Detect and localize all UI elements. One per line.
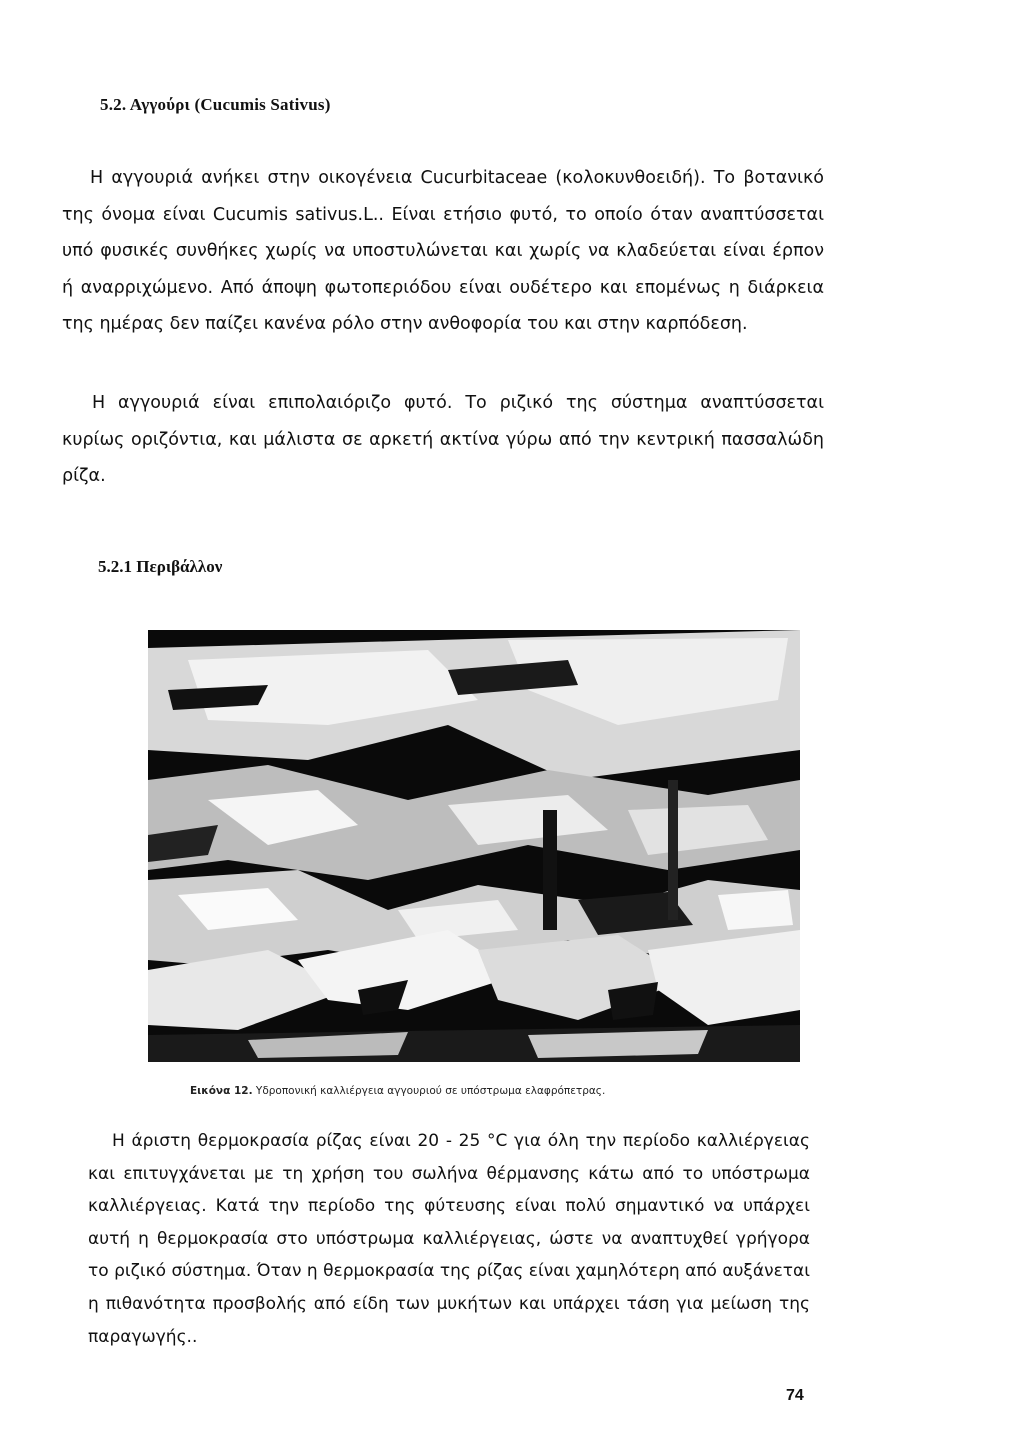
figure-caption-text: Υδροπονική καλλιέργεια αγγουριού σε υπόστρωμα ελαφρόπετρας.	[255, 1085, 606, 1097]
section-title: 5.2. Αγγούρι (Cucumis Sativus)	[100, 95, 331, 114]
figure-caption	[190, 1085, 605, 1097]
paragraph-root-temperature: Η άριστη θερμοκρασία ρίζας είναι 20 - 25 °C για όλη την περίοδο καλλιέργειας και επιτυγχάνεται με τη χρήση του σωλήνα θέρμανσης κάτω από το υπόστρωμα καλλιέργειας. Κατά την περίοδο της φύτευσης είναι πολύ σημαντικό να υπάρχει αυτή η θερμοκρασία στο υπόστρωμα καλλιέργειας, ώστε να αναπτυχθεί γρήγορα το ριζικό σύστημα. Όταν η θερμοκρασία της ρίζας είναι χαμηλότερη από αυξάνεται η πιθανότητα προσβολής από είδη των μυκήτων και υπάρχει τάση για μείωση της παραγωγής..	[88, 1131, 810, 1347]
figure-photo	[148, 630, 800, 1062]
figure-label: Εικόνα 12.	[190, 1085, 253, 1097]
paragraph-root-system: Η αγγουριά είναι επιπολαιόριζο φυτό. Το ριζικό της σύστημα αναπτύσσεται κυρίως οριζόντια, και μάλιστα σε αρκετή ακτίνα γύρω από την κεντρική πασσαλώδη ρίζα.	[62, 393, 824, 486]
paragraph-cucumber-description: Η αγγουριά ανήκει στην οικογένεια Cucurbitaceae (κολοκυνθοειδή). Το βοτανικό της όνομα είναι Cucumis sativus.L.. Είναι ετήσιο φυτό, το οποίο όταν αναπτύσσεται υπό φυσικές συνθήκες χωρίς να υποστυλώνεται και χωρίς να κλαδεύεται είναι έρπον ή αναρριχώμενο. Από άποψη φωτοπεριόδου είναι ουδέτερο και επομένως η διάρκεια της ημέρας δεν παίζει κανένα ρόλο στην ανθοφορία του και στην καρπόδεση.	[62, 168, 824, 334]
subsection-title: 5.2.1 Περιβάλλον	[98, 557, 223, 576]
page-number: 74	[786, 1387, 804, 1404]
